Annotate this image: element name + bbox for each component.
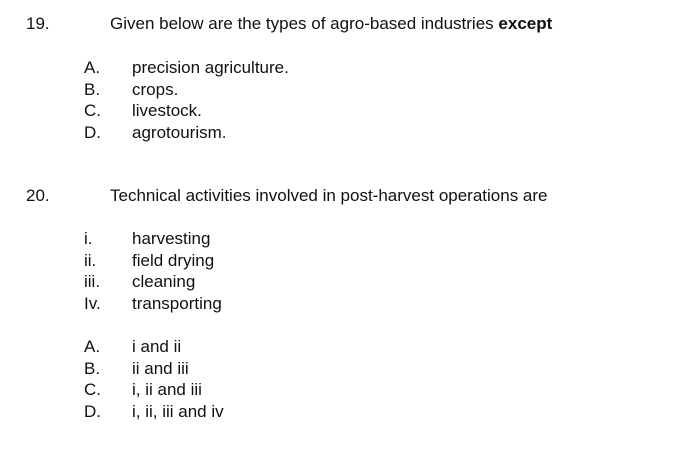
question-19-stem	[26, 14, 666, 36]
option-text: precision agriculture.	[132, 58, 289, 77]
statement-label: iii.	[84, 272, 101, 291]
question-number: 19.	[26, 14, 50, 33]
statement-label: i.	[84, 229, 93, 248]
option-text: crops.	[132, 79, 179, 99]
option-text: agrotourism.	[132, 122, 227, 142]
question-text	[110, 14, 552, 34]
option-label: D.	[84, 401, 101, 421]
statement-label: Iv.	[84, 293, 101, 313]
option-label: A.	[84, 58, 101, 77]
option-text: i, ii and iii	[132, 380, 202, 399]
option-text: i, ii, iii and iv	[132, 401, 224, 421]
option-text: livestock.	[132, 101, 202, 120]
option-text: i and ii	[132, 337, 182, 356]
question-20	[26, 186, 666, 208]
statement-text: transporting	[132, 293, 222, 313]
question-text: Technical activities involved in post-harvest operations are	[110, 186, 548, 205]
statement-text: harvesting	[132, 229, 211, 248]
question-20-stem	[26, 186, 666, 208]
question-19	[26, 14, 666, 36]
option-label: B.	[84, 79, 101, 99]
option-label: D.	[84, 122, 101, 142]
option-text: ii and iii	[132, 358, 189, 378]
question-number: 20.	[26, 186, 50, 205]
option-label: C.	[84, 380, 101, 399]
option-label: A.	[84, 337, 101, 356]
statement-text: field drying	[132, 250, 215, 270]
option-label: C.	[84, 101, 101, 120]
question-19-text: Given below are the types of agro-based industries	[110, 14, 494, 33]
statement-label: ii.	[84, 250, 97, 270]
statement-text: cleaning	[132, 272, 196, 291]
option-label: B.	[84, 358, 101, 378]
question-19-emphasis: except	[498, 14, 553, 33]
